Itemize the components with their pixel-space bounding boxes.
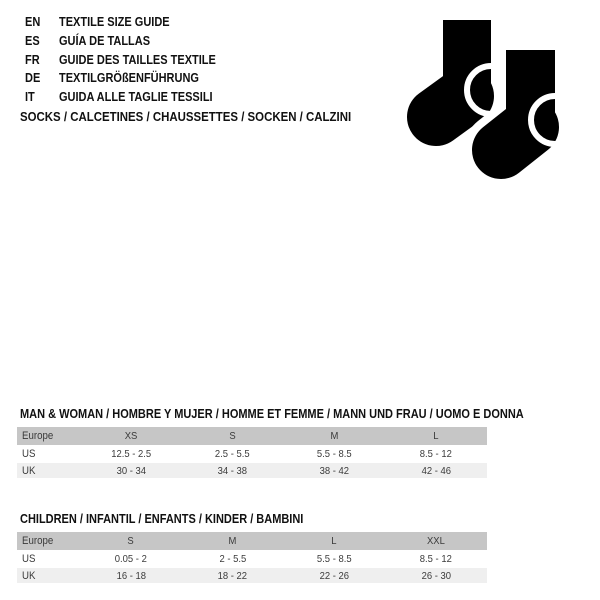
region-label: UK <box>22 569 36 582</box>
language-code: DE <box>25 71 41 86</box>
socks-icon <box>403 10 563 182</box>
column-header: L <box>433 430 439 442</box>
size-cell: 34 - 38 <box>217 464 248 477</box>
table-title-children: CHILDREN / INFANTIL / ENFANTS / KINDER / BAMBINI <box>20 512 304 526</box>
size-cell: 8.5 - 12 <box>420 448 453 460</box>
language-label: GUIDE DES TAILLES TEXTILE <box>59 52 216 67</box>
language-label: GUÍA DE TALLAS <box>59 34 151 49</box>
language-code: FR <box>25 52 40 67</box>
size-cell: 8.5 - 12 <box>420 553 453 565</box>
column-header: S <box>229 430 236 442</box>
size-cell: 30 - 34 <box>116 464 146 477</box>
column-header: S <box>127 535 135 547</box>
language-row-es <box>25 32 237 51</box>
column-header: XXL <box>427 535 446 547</box>
table-header-row <box>17 532 487 550</box>
language-label: GUIDA ALLE TAGLIE TESSILI <box>59 90 213 105</box>
size-table-man-woman <box>17 427 487 478</box>
sock-front <box>501 50 563 150</box>
region-label: US <box>22 448 36 460</box>
table-row-us <box>17 447 487 461</box>
size-table-children <box>17 532 487 583</box>
column-header: L <box>331 535 338 547</box>
region-label: UK <box>22 464 36 477</box>
language-row-it <box>25 88 237 107</box>
language-row-de <box>25 69 237 88</box>
language-code: IT <box>25 90 35 105</box>
size-cell: 26 - 30 <box>421 569 451 582</box>
table-header-row <box>17 427 487 445</box>
category-title: SOCKS / CALCETINES / CHAUSSETTES / SOCKEN / CALZINI <box>20 109 352 124</box>
size-cell: 42 - 46 <box>421 464 451 477</box>
table-title-man-woman: MAN & WOMAN / HOMBRE Y MUJER / HOMME ET FEMME / MANN UND FRAU / UOMO E DONNA <box>20 407 524 421</box>
column-header-europe: Europe <box>22 430 54 442</box>
table-row-uk <box>17 568 487 583</box>
size-cell: 22 - 26 <box>319 569 350 582</box>
table-row-uk <box>17 463 487 478</box>
size-cell: 5.5 - 8.5 <box>317 553 352 565</box>
language-row-en <box>25 13 237 32</box>
size-cell: 2.5 - 5.5 <box>215 448 250 460</box>
column-header: M <box>228 535 237 547</box>
language-list <box>25 13 237 106</box>
size-cell: 16 - 18 <box>116 569 146 582</box>
language-label: TEXTILGRÖßENFÜHRUNG <box>59 71 199 86</box>
column-header: XS <box>124 430 138 442</box>
size-cell: 12.5 - 2.5 <box>110 448 151 460</box>
table-row-us <box>17 552 487 566</box>
size-cell: 5.5 - 8.5 <box>317 448 352 460</box>
size-cell: 38 - 42 <box>319 464 350 477</box>
language-label: TEXTILE SIZE GUIDE <box>59 15 170 30</box>
language-code: ES <box>25 34 40 49</box>
language-row-fr <box>25 50 237 69</box>
column-header-europe: Europe <box>22 535 54 547</box>
region-label: US <box>22 553 36 565</box>
size-cell: 18 - 22 <box>217 569 248 582</box>
column-header: M <box>330 430 339 442</box>
language-code: EN <box>25 15 41 30</box>
size-cell: 2 - 5.5 <box>219 553 247 565</box>
size-cell: 0.05 - 2 <box>114 553 147 565</box>
